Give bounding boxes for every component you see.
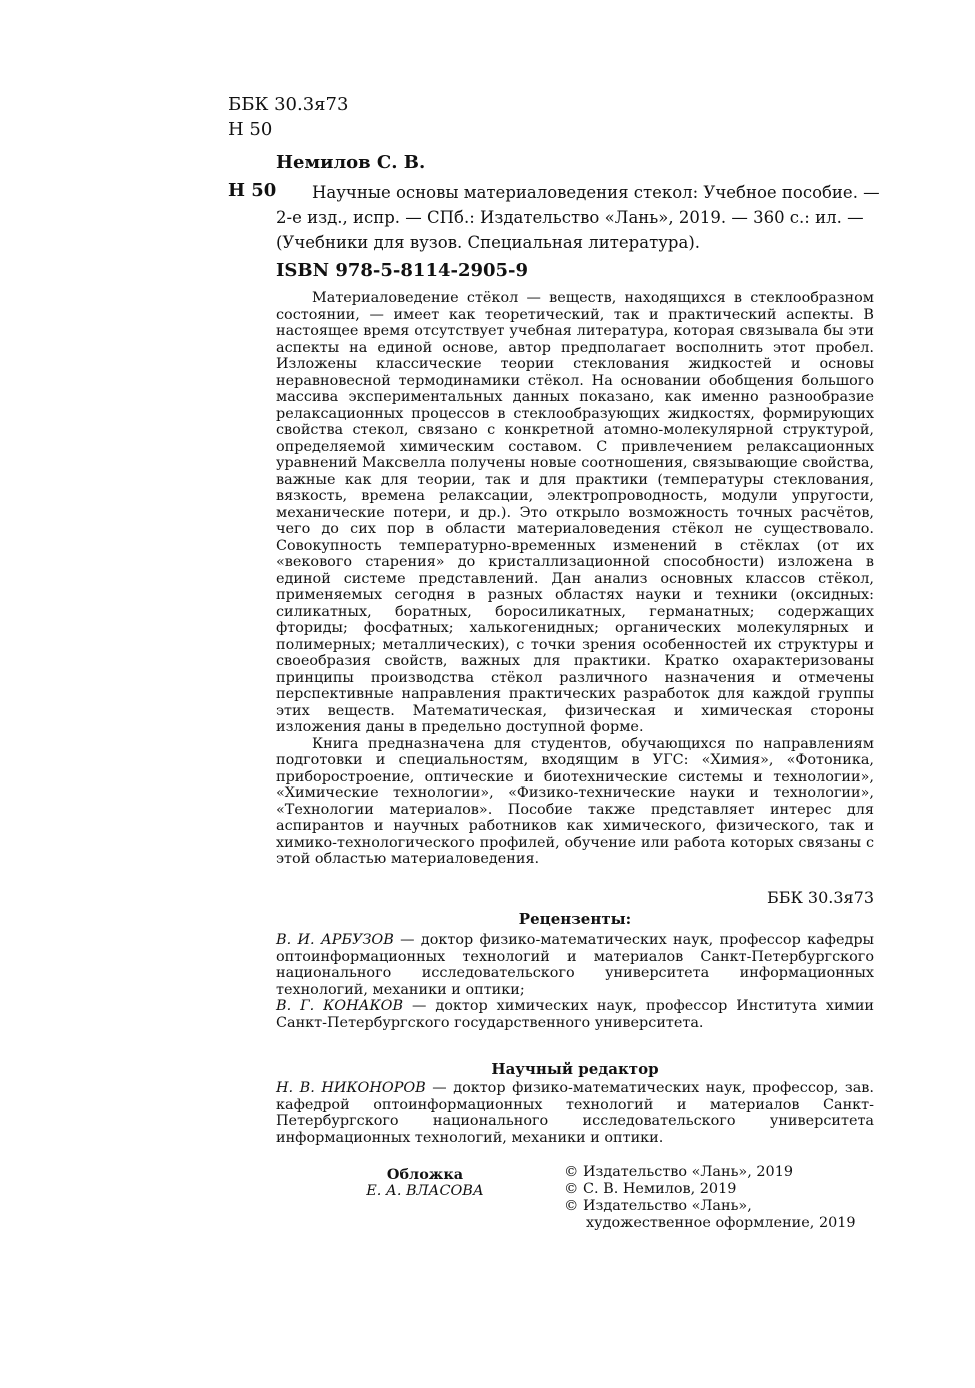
reviewer-desc: — доктор физико-математических наук, профессор кафедры оптоинформационных технологий и материалов Санкт-Петербургского национального исследовательского университета информационных технологий, механики и оптики;: [276, 932, 874, 998]
reviewer-name: В. И. АРБУЗОВ: [276, 932, 394, 948]
copyright-line: художественное оформление, 2019: [586, 1215, 856, 1231]
reviewer-name: В. Г. КОНАКОВ: [276, 998, 404, 1014]
bib-line-3: (Учебники для вузов. Специальная литература).: [276, 233, 700, 252]
abstract: [276, 290, 874, 868]
editor-entry: [276, 1080, 874, 1146]
editor-desc: — доктор физико-математических наук, профессор, зав. кафедрой оптоинформационных технологий и материалов Санкт-Петербургского национального исследовательского университета информационных технологий, механики и оптики.: [276, 1080, 874, 1146]
bibliographic-description: [276, 180, 880, 255]
reviewer-entry: [276, 998, 874, 1031]
reviewers-title: Рецензенты:: [518, 910, 632, 928]
cover-label: Обложка: [386, 1166, 464, 1183]
isbn: ISBN 978-5-8114-2905-9: [276, 260, 529, 281]
bib-mark: Н 50: [228, 180, 277, 201]
abstract-paragraph-2: Книга предназначена для студентов, обучающихся по направлениям подготовки и специальностям, входящим в УГС: «Химия», «Фотоника, приборостроение, оптические и биотехнические системы и технологии», «Химические технологии», «Физико-технические науки и технологии», «Технологии материалов». Пособие также представляет интерес для аспирантов и научных работников как химического, физического, так и химико-технологического профилей, обучение или работа которых связаны с этой областью материаловедения.: [276, 735, 874, 867]
copyright-line: © С. В. Немилов, 2019: [564, 1181, 737, 1197]
author-heading: Немилов С. В.: [276, 152, 426, 173]
reviewers-list: [276, 932, 874, 1031]
bib-line-2: 2-е изд., испр. — СПб.: Издательство «Лань», 2019. — 360 с.: ил. —: [276, 208, 864, 227]
reviewer-desc: — доктор химических наук, профессор Института химии Санкт-Петербургского государственного университета.: [276, 998, 875, 1031]
reviewer-entry: [276, 932, 874, 998]
bbk-code-right: ББК 30.3я73: [766, 888, 874, 907]
copyright-line: © Издательство «Лань»,: [564, 1198, 752, 1214]
header-codes: [228, 92, 348, 142]
cover-credit: [340, 1166, 510, 1200]
bbk-code: ББК 30.3я73: [228, 94, 349, 115]
abstract-paragraph-1: Материаловедение стёкол — веществ, находящихся в стеклообразном состоянии, — имеет как теоретический, так и практический аспекты. В настоящее время отсутствует учебная литература, которая связывала бы эти аспекты на единой основе, автор предполагает восполнить этот пробел. Изложены классические теории стеклования жидкостей и основы неравновесной термодинамики стёкол. На основании обобщения большого массива экспериментальных данных показано, как именно разнообразие релаксационных процессов в стеклообразующих жидкостях, формирующих свойства стекол, связано с конкретной атомно-молекулярной структурой, определяемой химическим составом. С привлечением релаксационных уравнений Максвелла получены новые соотношения, связывающие свойства, важные как для теории, так и для практики (температуры стеклования, вязкость, времена релаксации, электропроводность, модули упругости, механические потери, и др.). Это открыло возможность точных расчётов, чего до сих пор в области материаловедения стёкол не существовало. Совокупность температурно-временных изменений в стёклах (от их «векового старения» до кристаллизационной способности) изложена в единой системе представлений. Дан анализ основных классов стёкол, применяемых сегодня в разных областях науки и техники (оксидных: силикатных, боратных, боросиликатных, германатных; содержащих фториды; фосфатных; халькогенидных; органических молекулярных и полимерных; металлических), с точки зрения особенностей их структуры и своеобразия свойств, важных для практики. Кратко охарактеризованы принципы производства стёкол различного назначения и отмечены перспективные направления практических разработок для каждой группы этих веществ. Математическая, физическая и химическая стороны изложения даны в предельно доступной форме.: [276, 290, 874, 735]
copyright-block: [564, 1164, 856, 1232]
bib-line-1: Научные основы материаловедения стекол: Учебное пособие. —: [312, 183, 880, 202]
copyright-line: © Издательство «Лань», 2019: [564, 1164, 794, 1180]
editor-name: Н. В. НИКОНОРОВ: [276, 1080, 426, 1096]
author-mark: Н 50: [228, 119, 273, 140]
editor-title: Научный редактор: [491, 1060, 659, 1078]
cover-designer: Е. А. ВЛАСОВА: [366, 1183, 484, 1199]
